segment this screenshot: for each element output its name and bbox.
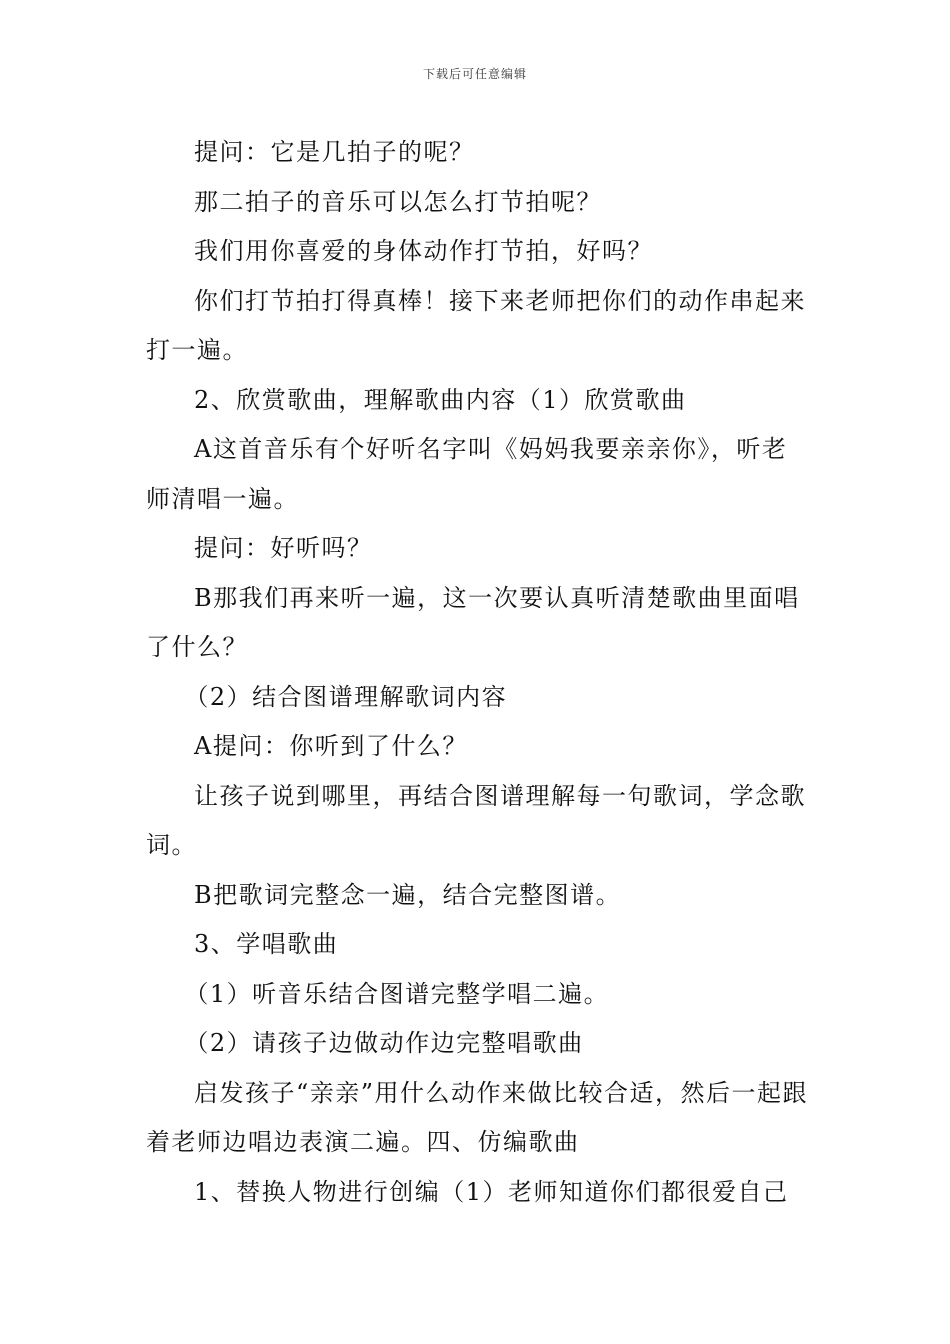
paragraph: A这首音乐有个好听名字叫《妈妈我要亲亲你》，听老师清唱一遍。 [146, 435, 788, 513]
paragraph: 让孩子说到哪里，再结合图谱理解每一句歌词，学念歌词。 [146, 781, 806, 859]
paragraph: 提问：它是几拍子的呢？ [194, 138, 475, 166]
paragraph: 2、欣赏歌曲，理解歌曲内容（1）欣赏歌曲 [194, 385, 687, 414]
paragraph: 提问：好听吗？ [194, 534, 373, 562]
paragraph: 我们用你喜爱的身体动作打节拍，好吗？ [194, 237, 653, 265]
paragraph: A提问：你听到了什么？ [194, 732, 468, 760]
paragraph: （2）请孩子边做动作边完整唱歌曲 [184, 1029, 584, 1057]
paragraph: 你们打节拍打得真棒！接下来老师把你们的动作串起来打一遍。 [146, 286, 806, 364]
paragraph: 1、替换人物进行创编（1）老师知道你们都很爱自己 [194, 1177, 789, 1206]
paragraph: （2）结合图谱理解歌词内容 [184, 682, 508, 711]
paragraph: （1）听音乐结合图谱完整学唱二遍。 [184, 979, 610, 1008]
paragraph: B那我们再来听一遍，这一次要认真听清楚歌曲里面唱了什么？ [146, 583, 800, 661]
paragraph: 那二拍子的音乐可以怎么打节拍呢？ [194, 187, 602, 216]
paragraph: 启发孩子“亲亲”用什么动作来做比较合适，然后一起跟着老师边唱边表演二遍。四、仿编歌曲 [146, 1078, 809, 1156]
document-body [146, 128, 810, 1217]
paragraph: 3、学唱歌曲 [194, 930, 339, 958]
paragraph: B把歌词完整念一遍，结合完整图谱。 [194, 880, 622, 909]
page-header: 下载后可任意编辑 [422, 67, 527, 81]
